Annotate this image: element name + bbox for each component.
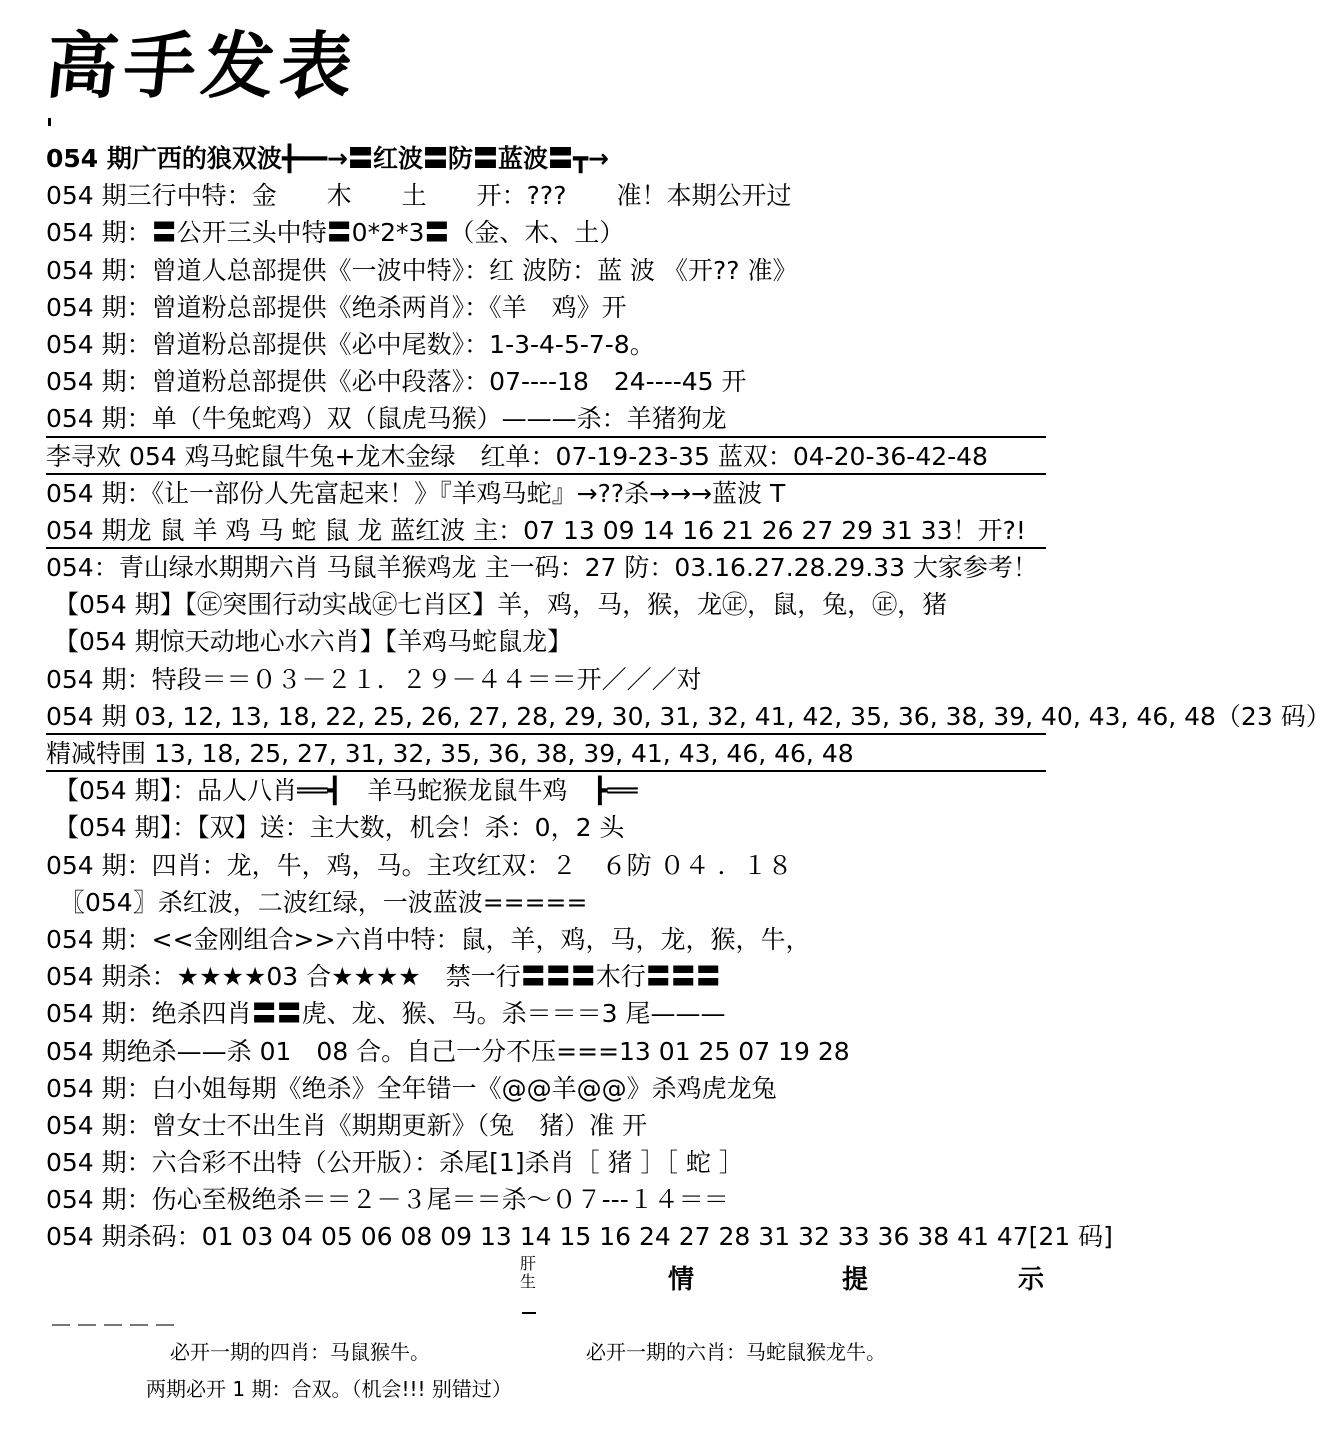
- prediction-lines: [46, 140, 1331, 1256]
- line-21: 〖054〗杀红波，二波红绿，一波蓝波=====: [60, 887, 588, 917]
- footer-dash: [522, 1312, 536, 1314]
- line-5: 054 期：曾道粉总部提供《绝杀两肖》：《羊 鸡》开: [46, 292, 627, 322]
- line-17: 精减特围 13, 18, 25, 27, 31, 32, 35, 36, 38, 39, 41, 43, 46, 46, 48: [46, 735, 1046, 772]
- line-9: 李寻欢 054 鸡马蛇鼠牛兔+龙木金绿 红单：07-19-23-35 蓝双：04-20-36-42-48: [46, 438, 1046, 475]
- line-1: 054 期广西的狼双波╋━━→〓红波〓防〓蓝波〓┳→: [46, 144, 609, 173]
- line-30: 054 期杀码：01 03 04 05 06 08 09 13 14 15 16 24 27 28 31 32 33 36 38 41 47[21 码]: [46, 1222, 1113, 1252]
- footer-heading-char-1: 情: [668, 1265, 695, 1295]
- line-14: 【054 期惊天动地心水六肖】【羊鸡马蛇鼠龙】: [54, 627, 573, 657]
- line-29: 054 期：伤心至极绝杀＝＝２－３尾＝＝杀～０７---１４＝＝: [46, 1185, 729, 1215]
- line-28: 054 期：六合彩不出特（公开版）：杀尾[1]杀肖［ 猪 ］［ 蛇 ］: [46, 1148, 744, 1178]
- title-underline-mark: [48, 118, 51, 126]
- line-22: 054 期：<<金刚组合>>六肖中特：鼠，羊，鸡，马，龙，猴，牛，: [46, 924, 811, 954]
- line-11: 054 期龙 鼠 羊 鸡 马 蛇 鼠 龙 蓝红波 主：07 13 09 14 16 21 26 27 29 31 33！开?!: [46, 512, 1046, 549]
- line-6: 054 期：曾道粉总部提供《必中尾数》：1-3-4-5-7-8。: [46, 329, 655, 359]
- line-8: 054 期：单（牛兔蛇鸡）双（鼠虎马猴）———杀：羊猪狗龙: [46, 400, 1046, 437]
- line-25: 054 期绝杀——杀 01 08 合。自己一分不压===13 01 25 07 19 28: [46, 1036, 850, 1066]
- line-20: 054 期：四肖：龙，牛，鸡，马。主攻红双：２ ６防 ０４ ．１８: [46, 850, 793, 880]
- line-12: 054：青山绿水期期六肖 马鼠羊猴鸡龙 主一码：27 防：03.16.27.28.29.33 大家参考！: [46, 553, 1038, 583]
- line-13: 【054 期】【㊣突围行动实战㊣七肖区】羊，鸡，马，猴，龙㊣，鼠，兔，㊣，猪: [54, 590, 948, 620]
- footer-side-label: 肝生: [520, 1254, 537, 1291]
- footer-heading-char-3: 示: [1018, 1265, 1045, 1295]
- line-15: 054 期：特段＝＝０３－２１．２９－４４＝＝开／／／对: [46, 664, 702, 694]
- line-16: 054 期 03, 12, 13, 18, 22, 25, 26, 27, 28, 29, 30, 31, 32, 41, 42, 35, 36, 38, 39, 40, 43, 46, 48（23 码）: [46, 698, 1046, 735]
- footer-note-six-zodiacs: 必开一期的六肖：马蛇鼠猴龙牛。: [586, 1340, 886, 1364]
- page-title: 高手发表: [41, 24, 363, 108]
- faint-divider: [52, 1324, 182, 1326]
- line-10: 054 期：《让一部份人先富起来！》『羊鸡马蛇』→??杀→→→蓝波 T: [46, 478, 786, 508]
- line-24: 054 期：绝杀四肖〓〓虎、龙、猴、马。杀＝＝＝3 尾———: [46, 999, 726, 1029]
- line-7: 054 期：曾道粉总部提供《必中段落》：07----18 24----45 开: [46, 367, 747, 397]
- line-18: 【054 期】：品人八肖══┫ 羊马蛇猴龙鼠牛鸡 ┣══: [54, 776, 638, 806]
- footer-note-two-periods: 两期必开 1 期：合双。（机会!!! 别错过）: [146, 1377, 512, 1401]
- line-19: 【054 期】：【双】送：主大数，机会！杀：0，2 头: [54, 813, 625, 843]
- line-27: 054 期：曾女士不出生肖《期期更新》（兔 猪）准 开: [46, 1110, 648, 1140]
- line-4: 054 期：曾道人总部提供《一波中特》：红 波防：蓝 波 《开?? 准》: [46, 255, 798, 285]
- footer-note-four-zodiacs: 必开一期的四肖：马鼠猴牛。: [170, 1340, 430, 1364]
- line-2: 054 期三行中特：金 木 土 开：??? 准！本期公开过: [46, 181, 792, 211]
- footer-heading: [0, 1255, 1080, 1295]
- line-26: 054 期：白小姐每期《绝杀》全年错一《@@羊@@》杀鸡虎龙兔: [46, 1073, 777, 1103]
- line-23: 054 期杀：★★★★03 合★★★★ 禁一行〓〓〓木行〓〓〓: [46, 962, 721, 992]
- footer-heading-char-2: 提: [842, 1265, 869, 1295]
- line-3: 054 期：〓公开三头中特〓0*2*3〓（金、木、土）: [46, 218, 625, 248]
